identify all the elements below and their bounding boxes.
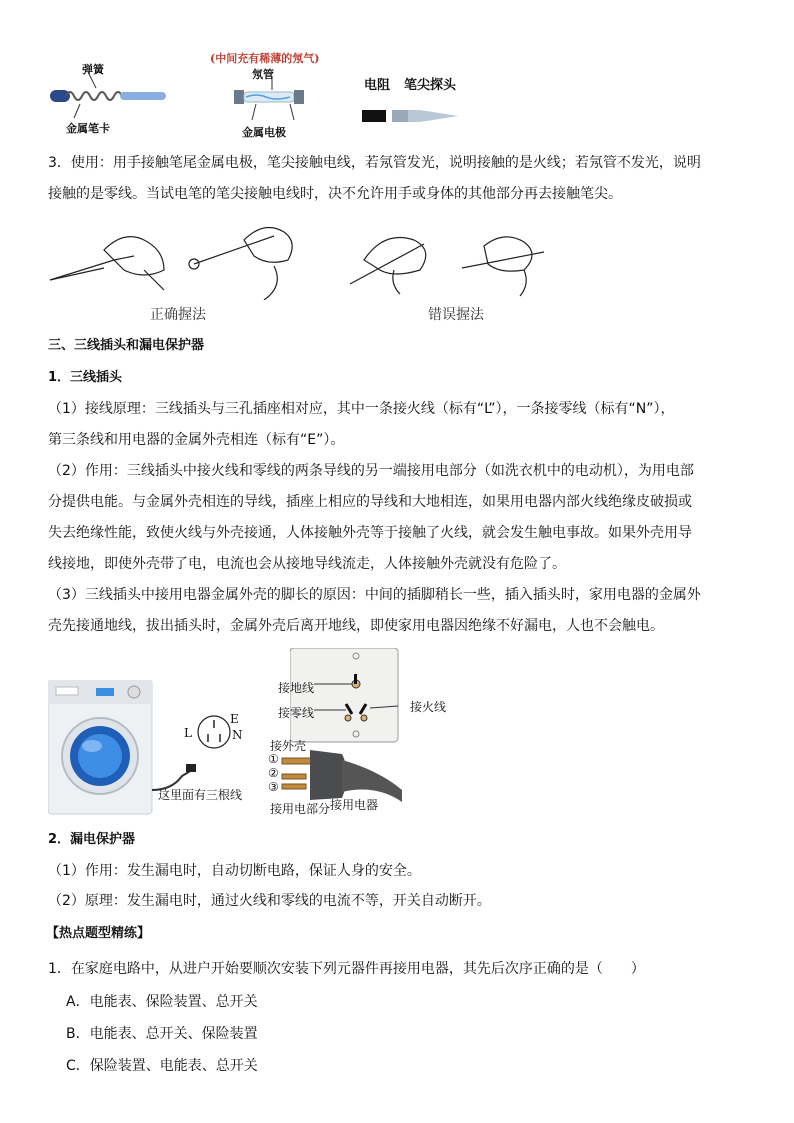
option-b: B．电能表、总开关、保险装置 [66, 1026, 258, 1042]
resistor-label: 电阻 [364, 78, 391, 93]
long-pin-line-2: 壳先接通地线，拔出插头时，金属外壳后离开地线，即使家用电器因绝缘不好漏电，人也不会触电。 [48, 618, 664, 634]
symbol-E: E [230, 712, 239, 726]
function-paragraph [48, 456, 760, 580]
long-pin-paragraph [48, 580, 760, 642]
hot-topic-heading: 【热点题型精练】 [46, 926, 151, 941]
part-label: 接用电部分 [270, 802, 331, 816]
leakage-function: （1）作用：发生漏电时，自动切断电路，保证人身的安全。 [48, 863, 421, 879]
appliance-label: 接用电器 [330, 798, 379, 812]
option-a: A．电能表、保险装置、总开关 [66, 994, 258, 1010]
symbol-N: N [232, 728, 243, 742]
pin-2: ② [268, 766, 279, 780]
symbol-L: L [184, 726, 192, 740]
socket-image [290, 648, 400, 744]
section-heading: 三、三线插头和漏电保护器 [48, 338, 205, 353]
neon-note: (中间充有稀薄的氖气) [210, 52, 320, 65]
ground-wire-label: 接地线 [278, 681, 315, 695]
usage-line-1: 3．使用：用手接触笔尾金属电极，笔尖接触电线，若氖管发光，说明接触的是火线；若氖管不发光，说明 [48, 155, 701, 171]
wiring-principle [48, 394, 760, 456]
long-pin-line-1: （3）三线插头中接用电器金属外壳的脚长的原因：中间的插脚稍长一些，插入插头时，家用电器的金属外 [48, 587, 701, 603]
function-line-4: 线接地，即使外壳带了电，电流也会从接地导线流走，人体接触外壳就没有危险了。 [48, 556, 566, 572]
wiring-line-2: 第三条线和用电器的金属外壳相连（标有“E”）。 [48, 432, 345, 448]
three-wires-label: 这里面有三根线 [158, 788, 243, 802]
correct-grip-caption: 正确握法 [150, 307, 206, 323]
function-line-1: （2）作用：三线插头中接火线和零线的两条导线的另一端接用电部分（如洗衣机中的电动机），为用电部 [48, 463, 694, 479]
sub-heading-plug: 1．三线插头 [48, 370, 123, 385]
function-line-3: 失去绝缘性能，致使火线与外壳接通，人体接触外壳等于接触了火线，就会发生触电事故。如果外壳用导 [48, 525, 692, 541]
outlet-symbol [194, 712, 234, 752]
wiring-line-1: （1）接线原理：三线插头与三孔插座相对应，其中一条接火线（标有“L”），一条接零线（标有“N”）， [48, 401, 675, 417]
spring-label: 弹簧 [82, 63, 104, 76]
grip-drawing [44, 220, 564, 300]
leakage-principle: （2）原理：发生漏电时，通过火线和零线的电流不等，开关自动断开。 [48, 893, 491, 909]
usage-line-2: 接触的是零线。当试电笔的笔尖接触电线时，决不允许用手或身体的其他部分再去接触笔尖。 [48, 186, 622, 202]
pin-1: ① [268, 752, 279, 766]
question-1: 1．在家庭电路中，从进户开始要顺次安装下列元器件再接用电器，其先后次序正确的是（ ） [48, 961, 645, 977]
usage-paragraph [48, 148, 760, 210]
case-label: 接外壳 [270, 739, 307, 753]
option-c: C．保险装置、电能表、总开关 [66, 1058, 258, 1074]
neon-label: 氖管 [252, 68, 274, 81]
neutral-wire-label: 接零线 [278, 706, 315, 720]
electrode-label: 金属电极 [242, 126, 286, 139]
probe-label: 笔尖探头 [404, 78, 457, 93]
live-wire-label: 接火线 [410, 700, 447, 714]
function-line-2: 分提供电能。与金属外壳相连的导线，插座上相应的导线和大地相连，如果用电器内部火线绝缘皮破损或 [48, 494, 692, 510]
pin-3: ③ [268, 780, 279, 794]
sub-heading-leakage: 2．漏电保护器 [48, 832, 136, 847]
clip-label: 金属笔卡 [66, 122, 110, 135]
wrong-grip-caption: 错误握法 [428, 307, 484, 323]
